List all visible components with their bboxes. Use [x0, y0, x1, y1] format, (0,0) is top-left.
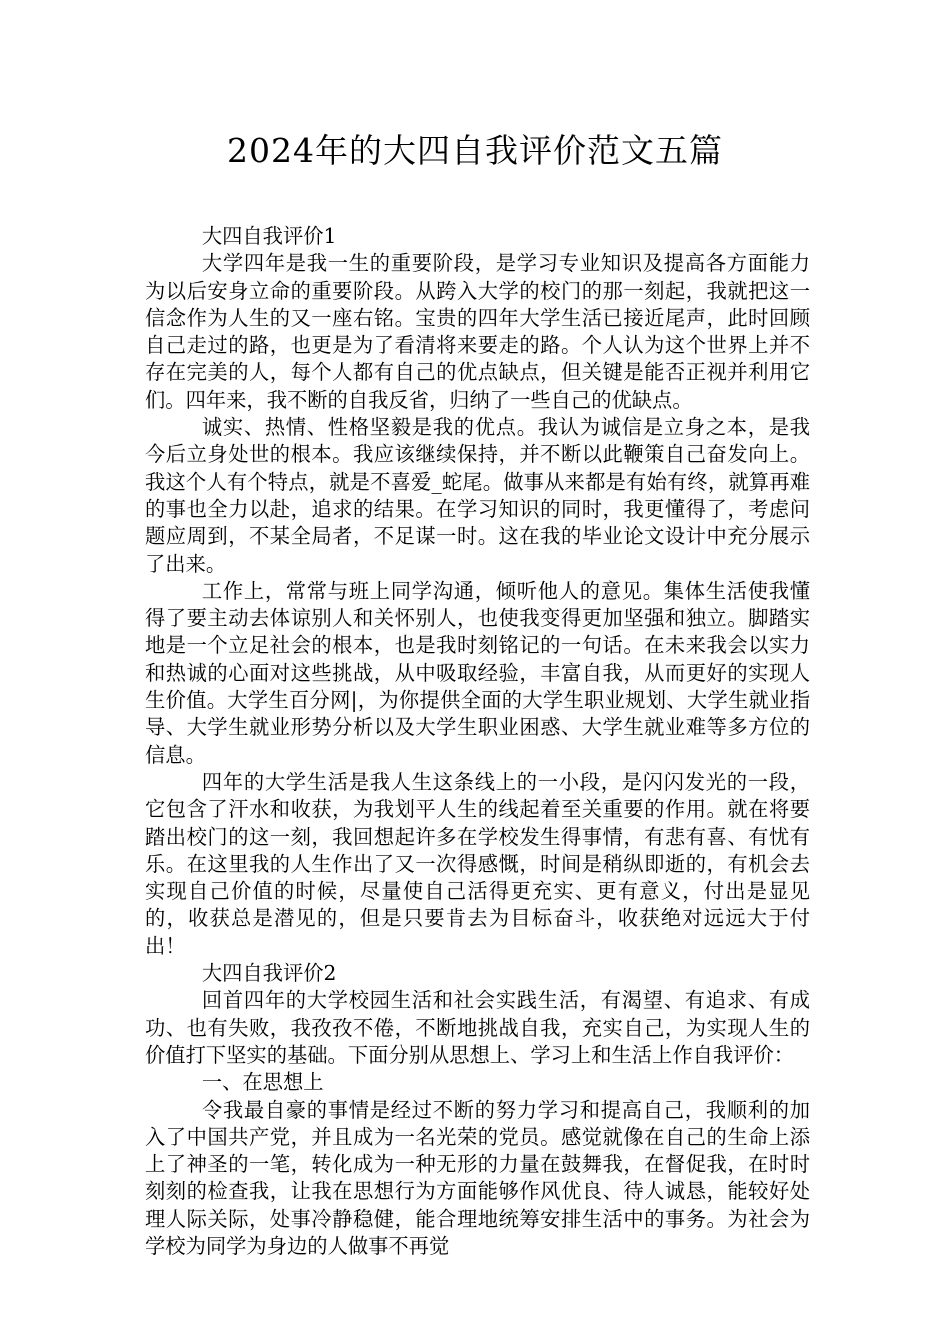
- section-heading: 大四自我评价2: [201, 961, 337, 986]
- body-paragraph: 诚实、热情、性格坚毅是我的优点。我认为诚信是立身之本，是我今后立身处世的根本。我应该继续保持，并不断以此鞭策自己奋发向上。我这个人有个特点，就是不喜爱_蛇尾。做事从来都是有始有终，就算再难的事也全力以赴，追求的结果。在学习知识的同时，我更懂得了，考虑问题应周到，不某全局者，不足谋一时。这在我的毕业论文设计中充分展示了出来。: [145, 415, 810, 576]
- body-paragraph: 回首四年的大学校园生活和社会实践生活，有渴望、有追求、有成功、也有失败，我孜孜不倦，不断地挑战自我，充实自己，为实现人生的价值打下坚实的基础。下面分别从思想上、学习上和生活上作自我评价：: [145, 988, 810, 1067]
- body-paragraph: 令我最自豪的事情是经过不断的努力学习和提高自己，我顺利的加入了中国共产党，并且成为一名光荣的党员。感觉就像在自己的生命上添上了神圣的一笔，转化成为一种无形的力量在鼓舞我，在督促我，在时时刻刻的检查我，让我在思想行为方面能够作风优良、待人诚恳，能较好处理人际关际，处事冷静稳健，能合理地统筹安排生活中的事务。为社会为学校为同学为身边的人做事不再觉: [145, 1097, 810, 1258]
- section-heading: 大四自我评价1: [201, 224, 337, 248]
- body-paragraph: 工作上，常常与班上同学沟通，倾听他人的意见。集体生活使我懂得了要主动去体谅别人和关怀别人，也使我变得更加坚强和独立。脚踏实地是一个立足社会的根本，也是我时刻铭记的一句话。在未来我会以实力和热诚的心面对这些挑战，从中吸取经验，丰富自我，从而更好的实现人生价值。大学生百分网|，为你提供全面的大学生职业规划、大学生就业指导、大学生就业形势分析以及大学生职业困惑、大学生就业难等多方位的信息。: [145, 578, 810, 767]
- subsection-heading: 一、在思想上: [201, 1070, 324, 1095]
- body-paragraph: 大学四年是我一生的重要阶段，是学习专业知识及提高各方面能力为以后安身立命的重要阶段。从跨入大学的校门的那一刻起，我就把这一信念作为人生的又一座右铭。宝贵的四年大学生活已接近尾声，此时回顾自己走过的路，也更是为了看清将来要走的路。个人认为这个世界上并不存在完美的人，每个人都有自己的优点缺点，但关键是能否正视并利用它们。四年来，我不断的自我反省，归纳了一些自己的优缺点。: [145, 251, 810, 412]
- document-title: 2024年的大四自我评价范文五篇: [227, 131, 723, 170]
- body-paragraph: 四年的大学生活是我人生这条线上的一小段，是闪闪发光的一段，它包含了汗水和收获，为我划平人生的线起着至关重要的作用。就在将要踏出校门的这一刻，我回想起许多在学校发生得事情，有悲有喜、有忧有乐。在这里我的人生作出了又一次得感慨，时间是稍纵即逝的，有机会去实现自己价值的时候，尽量使自己活得更充实、更有意义，付出是显见的，收获总是潜见的，但是只要肯去为目标奋斗，收获绝对远远大于付出！: [145, 769, 810, 958]
- document-body: [145, 223, 810, 1260]
